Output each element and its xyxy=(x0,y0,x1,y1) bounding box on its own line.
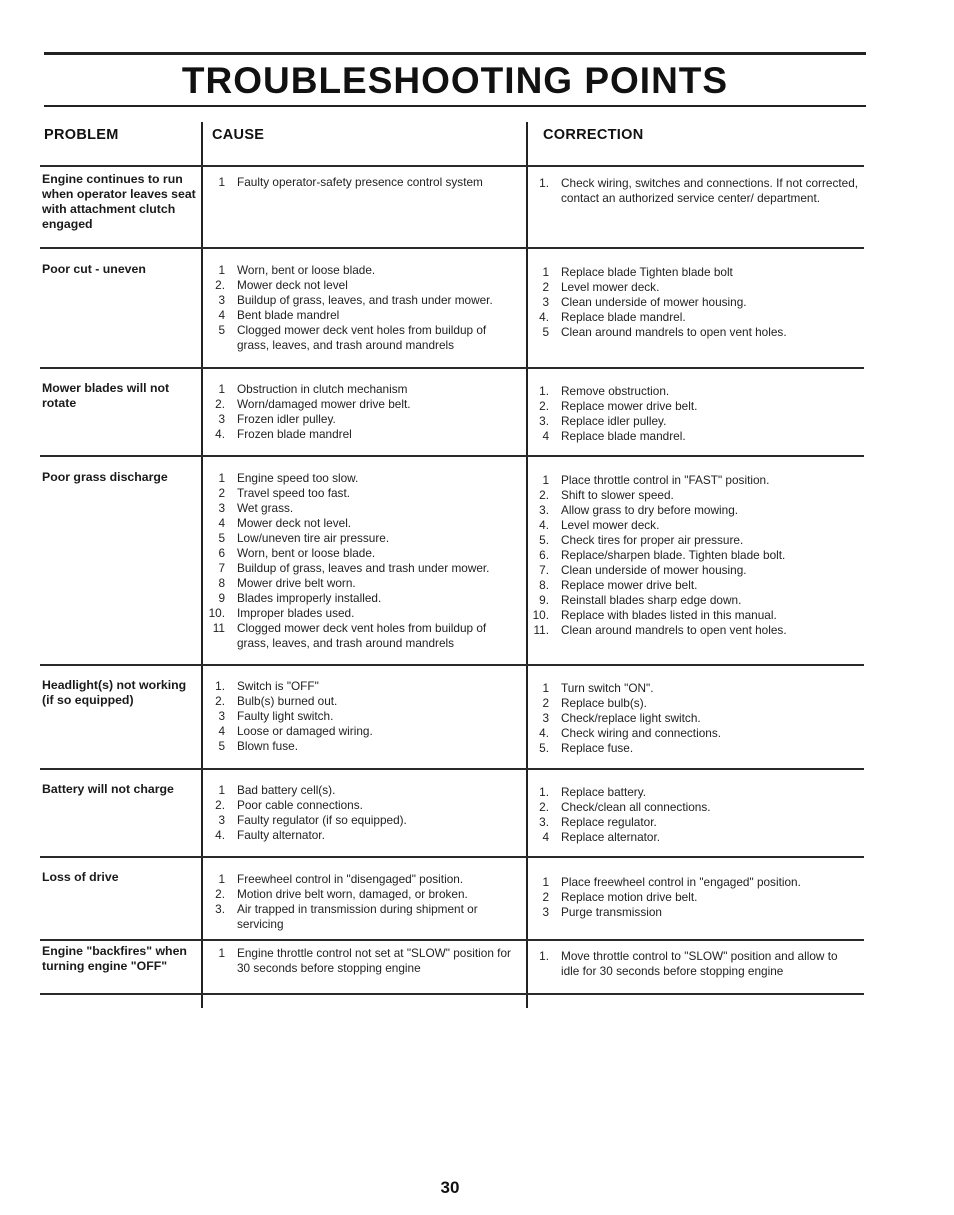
correction-item: 10. Replace with blades listed in this manual. xyxy=(532,608,777,622)
cause-item: 5 Clogged mower deck vent holes from buildup of grass, leaves, and trash around mandrels xyxy=(218,323,487,352)
cause-item: 5 Blown fuse. xyxy=(218,739,298,753)
row-separator xyxy=(40,664,864,666)
cause-item: 2. Bulb(s) burned out. xyxy=(215,694,338,708)
correction-item: 6. Replace/sharpen blade. Tighten blade bolt. xyxy=(539,548,786,562)
cause-item: 3 Faulty regulator (if so equipped). xyxy=(218,813,407,827)
row-separator xyxy=(40,856,864,858)
correction-list xyxy=(529,384,859,444)
row-separator xyxy=(40,768,864,770)
cause-item: 4 Bent blade mandrel xyxy=(218,308,340,322)
cause-item: 1 Faulty operator-safety presence control system xyxy=(218,175,483,189)
cause-item: 2 Travel speed too fast. xyxy=(218,486,351,500)
correction-item: 11. Clean around mandrels to open vent holes. xyxy=(533,623,787,637)
column-divider-correction xyxy=(526,122,528,1008)
correction-item: 4 Replace blade mandrel. xyxy=(542,429,686,443)
cause-item: 3 Faulty light switch. xyxy=(218,709,334,723)
correction-list xyxy=(529,473,859,638)
correction-item: 1. Remove obstruction. xyxy=(539,384,670,398)
header-problem: PROBLEM xyxy=(44,127,119,143)
cause-item: 1. Switch is "OFF" xyxy=(215,679,319,693)
cause-item: 3 Buildup of grass, leaves, and trash under mower. xyxy=(218,293,493,307)
page-number: 30 xyxy=(440,1178,460,1197)
correction-item: 2. Shift to slower speed. xyxy=(539,488,674,502)
cause-item: 1 Obstruction in clutch mechanism xyxy=(218,382,408,396)
cause-item: 5 Low/uneven tire air pressure. xyxy=(218,531,390,545)
cause-item: 11 Clogged mower deck vent holes from buildup of grass, leaves, and trash around mandrels xyxy=(212,621,487,650)
correction-item: 5 Clean around mandrels to open vent holes. xyxy=(542,325,787,339)
problem-engine-backfires: Engine "backfires" when turning engine "OFF" xyxy=(42,944,187,973)
column-divider-cause xyxy=(201,122,203,1008)
correction-list xyxy=(529,681,859,756)
correction-item: 1. Move throttle control to "SLOW" position and allow to idle for 30 seconds before stopping engine xyxy=(539,949,838,978)
cause-list xyxy=(205,872,521,932)
correction-item: 2 Replace bulb(s). xyxy=(542,696,647,710)
row-separator xyxy=(40,939,864,941)
correction-item: 3 Purge transmission xyxy=(542,905,662,919)
cause-item: 1 Freewheel control in "disengaged" position. xyxy=(218,872,464,886)
cause-item: 9 Blades improperly installed. xyxy=(218,591,382,605)
cause-list xyxy=(205,382,521,442)
cause-item: 6 Worn, bent or loose blade. xyxy=(218,546,376,560)
cause-item: 1 Engine speed too slow. xyxy=(218,471,359,485)
cause-list xyxy=(205,679,521,754)
row-separator xyxy=(40,455,864,457)
row-separator xyxy=(40,165,864,167)
cause-list xyxy=(205,946,521,976)
correction-item: 1 Place throttle control in "FAST" position. xyxy=(542,473,770,487)
cause-item: 1 Worn, bent or loose blade. xyxy=(218,263,376,277)
cause-item: 8 Mower drive belt worn. xyxy=(218,576,356,590)
page-title: TROUBLESHOOTING POINTS xyxy=(181,60,729,101)
correction-item: 1 Turn switch "ON". xyxy=(542,681,654,695)
cause-item: 4 Mower deck not level. xyxy=(218,516,352,530)
correction-item: 2 Replace motion drive belt. xyxy=(542,890,698,904)
correction-item: 1 Place freewheel control in "engaged" position. xyxy=(542,875,801,889)
correction-item: 1 Replace blade Tighten blade bolt xyxy=(542,265,733,279)
cause-item: 3 Frozen idler pulley. xyxy=(218,412,336,426)
correction-item: 2. Replace mower drive belt. xyxy=(539,399,698,413)
cause-item: 4 Loose or damaged wiring. xyxy=(218,724,373,738)
cause-item: 1 Bad battery cell(s). xyxy=(218,783,336,797)
correction-item: 4. Check wiring and connections. xyxy=(539,726,722,740)
correction-list xyxy=(529,875,859,920)
correction-item: 8. Replace mower drive belt. xyxy=(539,578,698,592)
problem-engine-continues: Engine continues to run when operator leaves seat with attachment clutch engaged xyxy=(42,172,196,231)
correction-item: 3 Clean underside of mower housing. xyxy=(542,295,747,309)
cause-list xyxy=(205,263,521,353)
correction-item: 4. Level mower deck. xyxy=(539,518,660,532)
correction-list xyxy=(529,785,859,845)
correction-list xyxy=(529,265,859,340)
cause-list xyxy=(205,175,521,190)
correction-item: 3 Check/replace light switch. xyxy=(542,711,701,725)
correction-item: 2. Check/clean all connections. xyxy=(539,800,711,814)
header-cause: CAUSE xyxy=(212,127,265,143)
correction-item: 3. Replace regulator. xyxy=(539,815,657,829)
cause-item: 1 Engine throttle control not set at "SLOW" position for 30 seconds before stopping engine xyxy=(218,946,511,975)
cause-list xyxy=(205,783,521,843)
title-underline xyxy=(44,105,866,107)
correction-list xyxy=(529,176,859,206)
cause-item: 2. Mower deck not level xyxy=(215,278,348,292)
correction-item: 1. Replace battery. xyxy=(539,785,647,799)
problem-poor-grass-discharge: Poor grass discharge xyxy=(42,470,168,484)
cause-item: 2. Motion drive belt worn, damaged, or broken. xyxy=(215,887,468,901)
row-separator xyxy=(40,367,864,369)
header-correction: CORRECTION xyxy=(543,127,644,143)
correction-item: 3. Allow grass to dry before mowing. xyxy=(539,503,739,517)
cause-item: 4. Faulty alternator. xyxy=(215,828,325,842)
correction-item: 5. Replace fuse. xyxy=(539,741,634,755)
cause-list xyxy=(205,471,521,651)
row-separator xyxy=(40,993,864,995)
problem-battery: Battery will not charge xyxy=(42,782,174,796)
correction-item: 1. Check wiring, switches and connections. If not corrected, contact an authorized service center/ department. xyxy=(539,176,859,205)
problem-headlights: Headlight(s) not working (if so equipped) xyxy=(42,678,187,707)
correction-item: 7. Clean underside of mower housing. xyxy=(539,563,747,577)
cause-item: 4. Frozen blade mandrel xyxy=(215,427,352,441)
correction-item: 4 Replace alternator. xyxy=(542,830,661,844)
row-separator xyxy=(40,247,864,249)
correction-item: 2 Level mower deck. xyxy=(542,280,660,294)
top-rule xyxy=(44,52,866,55)
problem-poor-cut: Poor cut - uneven xyxy=(42,262,146,276)
correction-item: 4. Replace blade mandrel. xyxy=(539,310,686,324)
correction-list xyxy=(529,949,859,979)
problem-blades-not-rotate: Mower blades will not rotate xyxy=(42,381,170,410)
correction-item: 5. Check tires for proper air pressure. xyxy=(539,533,744,547)
cause-item: 3 Wet grass. xyxy=(218,501,294,515)
correction-item: 3. Replace idler pulley. xyxy=(539,414,667,428)
cause-item: 3. Air trapped in transmission during shipment or servicing xyxy=(215,902,478,931)
problem-loss-of-drive: Loss of drive xyxy=(42,870,119,884)
cause-item: 10. Improper blades used. xyxy=(208,606,355,620)
cause-item: 2. Worn/damaged mower drive belt. xyxy=(215,397,411,411)
correction-item: 9. Reinstall blades sharp edge down. xyxy=(539,593,742,607)
cause-item: 7 Buildup of grass, leaves and trash under mower. xyxy=(218,561,490,575)
cause-item: 2. Poor cable connections. xyxy=(215,798,363,812)
